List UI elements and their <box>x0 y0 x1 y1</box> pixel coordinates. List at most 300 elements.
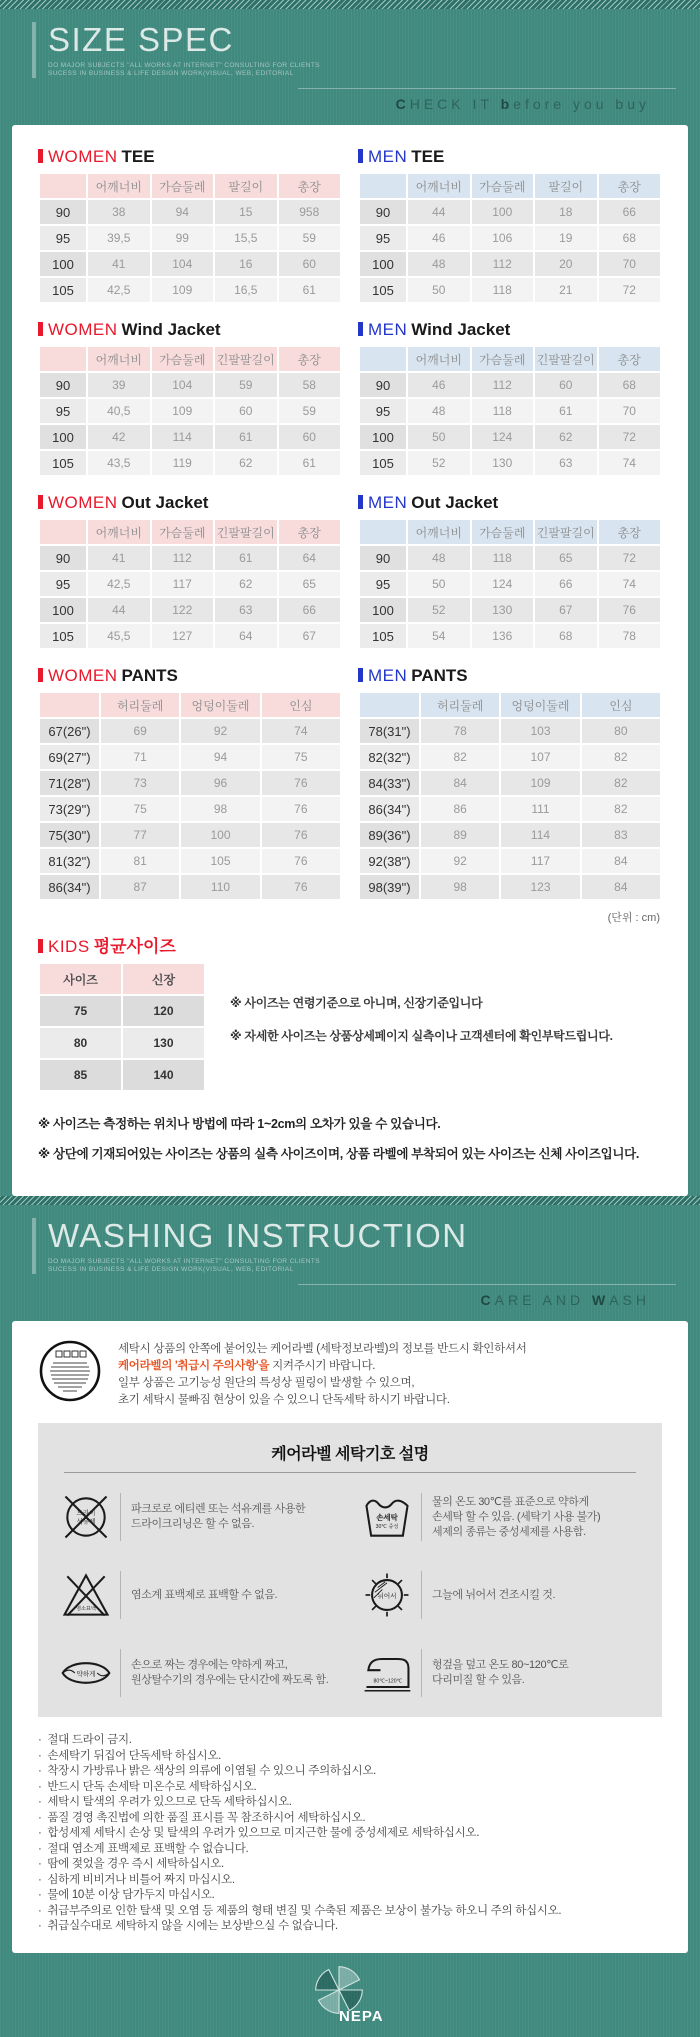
size-value: 61 <box>215 546 277 570</box>
washing-title: WASHING INSTRUCTION <box>48 1217 468 1254</box>
women-out-jacket-table <box>38 518 342 650</box>
size-value: 66 <box>599 200 661 224</box>
row-size-label: 92(38") <box>360 849 419 873</box>
size-value: 48 <box>408 252 470 276</box>
row-size-label: 81(32") <box>40 849 99 873</box>
row-size-label: 90 <box>360 200 406 224</box>
symbol-description: 헝겊을 덮고 온도 80~120℃로 다리미질 할 수 있음. <box>432 1659 569 1686</box>
title-bar <box>358 495 363 509</box>
size-value: 59 <box>279 226 341 250</box>
column-header: 어깨너비 <box>88 520 150 544</box>
kids-row <box>38 962 662 1092</box>
svg-text:약하게: 약하게 <box>76 1670 96 1678</box>
kids-label: KIDS <box>48 937 90 956</box>
size-value: 92 <box>181 719 259 743</box>
care-intro-line: 초기 세탁시 물빠짐 현상이 있을 수 있으니 단독세탁 하시기 바랍니다. <box>118 1394 450 1406</box>
size-value: 62 <box>215 451 277 475</box>
wash-note: · 합성세제 세탁시 손상 및 탈색의 우려가 있으므로 미지근한 물에 중성세제로 세탁하십시오. <box>38 1827 480 1839</box>
size-value: 63 <box>215 598 277 622</box>
table-row <box>40 546 340 570</box>
care-label-icon <box>38 1339 102 1408</box>
column-header: 사이즈 <box>40 964 121 994</box>
row-size-label: 90 <box>360 373 406 397</box>
wash-note: · 손세탁기 뒤집어 단독세탁 하십시오. <box>38 1749 222 1762</box>
banner-subtitle-line: SUCESS IN BUSINESS & LIFE DESIGN WORK(VISUAL, WEB, EDITORIAL <box>48 70 294 77</box>
size-value: 82 <box>421 745 499 769</box>
gender-label: MEN <box>368 320 408 339</box>
column-header: 긴팔팔길이 <box>215 347 277 371</box>
size-value: 109 <box>152 399 214 423</box>
size-value: 89 <box>421 823 499 847</box>
footer <box>0 1953 700 2037</box>
table-row <box>40 1028 204 1058</box>
symbol-divider <box>120 1571 121 1619</box>
header-row <box>40 520 340 544</box>
title-bar <box>358 322 363 336</box>
size-value: 50 <box>408 278 470 302</box>
size-value: 84 <box>421 771 499 795</box>
no-dry-clean-icon <box>58 1489 114 1545</box>
care-intro-line <box>118 1358 527 1375</box>
svg-text:손세탁: 손세탁 <box>376 1512 398 1522</box>
table-row <box>360 226 660 250</box>
table-row <box>360 598 660 622</box>
symbol-description: 물의 온도 30℃를 표준으로 약하게 손세탁 할 수 있음. (세탁기 사용 불가) 세제의 종류는 중성세제를 사용함. <box>432 1495 601 1538</box>
size-value: 84 <box>582 875 660 899</box>
size-value: 43,5 <box>88 451 150 475</box>
table-row <box>40 451 340 475</box>
gender-label: MEN <box>368 666 408 685</box>
symbol-description: 손으로 짜는 경우에는 약하게 짜고, 원상탈수기의 경우에는 단시간에 짜도록 함. <box>131 1659 329 1686</box>
men-out-jacket-title <box>358 493 662 513</box>
care-intro-text-tail: 지켜주시기 바랍니다. <box>269 1360 376 1372</box>
size-value: 98 <box>181 797 259 821</box>
size-value: 59 <box>215 373 277 397</box>
table-row <box>360 849 660 873</box>
row-size-label: 105 <box>40 624 86 648</box>
gender-label: WOMEN <box>48 493 118 512</box>
svg-text:30℃ 중성: 30℃ 중성 <box>375 1524 399 1531</box>
size-value: 15,5 <box>215 226 277 250</box>
column-header: 긴팔팔길이 <box>215 520 277 544</box>
size-value: 86 <box>421 797 499 821</box>
men-pants-title <box>358 666 662 686</box>
row-size-label: 105 <box>40 451 86 475</box>
size-value: 60 <box>279 425 341 449</box>
size-value: 54 <box>408 624 470 648</box>
column-header: 가슴둘레 <box>472 520 534 544</box>
care-symbol-item <box>58 1489 341 1545</box>
size-value: 117 <box>152 572 214 596</box>
size-value: 82 <box>582 745 660 769</box>
category-label: Out Jacket <box>121 493 209 512</box>
size-value: 77 <box>101 823 179 847</box>
women-tee-title <box>38 147 342 167</box>
size-value: 71 <box>101 745 179 769</box>
nepa-logo <box>305 1962 395 2028</box>
size-value: 40,5 <box>88 399 150 423</box>
kids-value: 85 <box>40 1060 121 1090</box>
symbol-description: 그늘에 뉘어서 건조시킬 것. <box>432 1588 556 1601</box>
size-value: 94 <box>152 200 214 224</box>
column-header: 어깨너비 <box>88 347 150 371</box>
corner-cell <box>360 693 419 717</box>
women-out-jacket-title <box>38 493 342 513</box>
size-value: 61 <box>279 278 341 302</box>
size-value: 41 <box>88 546 150 570</box>
care-symbol-item <box>359 1567 642 1623</box>
column-header: 허리둘레 <box>101 693 179 717</box>
size-value: 42,5 <box>88 572 150 596</box>
size-value: 68 <box>599 226 661 250</box>
row-size-label: 90 <box>40 373 86 397</box>
table-row <box>360 745 660 769</box>
table-row <box>360 572 660 596</box>
size-value: 106 <box>472 226 534 250</box>
hand-wash-30-icon <box>359 1489 415 1545</box>
size-value: 44 <box>88 598 150 622</box>
table-row <box>40 771 340 795</box>
table-row <box>40 598 340 622</box>
gender-label: WOMEN <box>48 320 118 339</box>
header-row <box>40 174 340 198</box>
tagline-text: efore you buy <box>513 96 650 112</box>
tagline-initial: b <box>500 96 514 112</box>
size-value: 50 <box>408 425 470 449</box>
tagline-initial: W <box>591 1292 610 1308</box>
wash-note: · 품질 경영 촉진법에 의한 품질 표시를 꼭 참조하시어 세탁하십시오. <box>38 1811 366 1824</box>
size-value: 100 <box>181 823 259 847</box>
size-value: 16,5 <box>215 278 277 302</box>
row-size-label: 73(29") <box>40 797 99 821</box>
size-value: 61 <box>535 399 597 423</box>
size-value: 48 <box>408 399 470 423</box>
size-spec-banner <box>0 9 700 125</box>
size-value: 82 <box>582 797 660 821</box>
size-value: 124 <box>472 572 534 596</box>
women-pants-block <box>38 666 342 901</box>
care-symbols-box <box>38 1423 662 1717</box>
kids-value: 120 <box>123 996 204 1026</box>
table-row <box>40 226 340 250</box>
column-header: 엉덩이둘레 <box>181 693 259 717</box>
size-value: 72 <box>599 425 661 449</box>
column-header: 인심 <box>262 693 340 717</box>
women-tee-table <box>38 172 342 304</box>
size-footnote: ※ 사이즈는 측정하는 위치나 방법에 따라 1~2cm의 오차가 있을 수 있습니다. <box>38 1117 441 1131</box>
row-size-label: 105 <box>40 278 86 302</box>
iron-80-120-icon <box>359 1645 415 1701</box>
column-header: 가슴둘레 <box>152 174 214 198</box>
size-value: 74 <box>599 451 661 475</box>
kids-note: ※ 자세한 사이즈는 상품상세페이지 실측이나 고객센터에 확인부탁드립니다. <box>230 1029 613 1043</box>
column-header: 총장 <box>279 520 341 544</box>
men-pants-block <box>358 666 662 901</box>
symbol-divider <box>421 1649 422 1697</box>
column-header: 가슴둘레 <box>472 174 534 198</box>
gender-label: MEN <box>368 147 408 166</box>
row-size-label: 69(27") <box>40 745 99 769</box>
row-size-label: 100 <box>360 425 406 449</box>
tagline-text: HECK IT <box>409 96 501 112</box>
men-wind-jacket-table <box>358 345 662 477</box>
size-value: 39,5 <box>88 226 150 250</box>
table-row <box>40 875 340 899</box>
category-label: TEE <box>411 147 445 166</box>
size-value: 103 <box>501 719 579 743</box>
care-symbol-item <box>359 1645 642 1701</box>
row-size-label: 84(33") <box>360 771 419 795</box>
banner-subtitle-line: DO MAJOR SUBJECTS "ALL WORKS AT INTERNET" CONSULTING FOR CLIENTS <box>48 62 320 69</box>
table-row <box>40 996 204 1026</box>
women-wind-jacket-title <box>38 320 342 340</box>
banner-accent-bar <box>32 22 36 78</box>
kids-title <box>38 937 662 957</box>
size-value: 114 <box>501 823 579 847</box>
size-value: 70 <box>599 252 661 276</box>
size-value: 63 <box>535 451 597 475</box>
women-out-jacket-block <box>38 493 342 650</box>
size-value: 39 <box>88 373 150 397</box>
table-row <box>40 572 340 596</box>
size-value: 78 <box>599 624 661 648</box>
table-row <box>360 252 660 276</box>
size-value: 68 <box>599 373 661 397</box>
table-row <box>40 823 340 847</box>
table-row <box>40 278 340 302</box>
header-row <box>360 520 660 544</box>
table-row <box>360 373 660 397</box>
category-label: PANTS <box>411 666 468 685</box>
size-value: 111 <box>501 797 579 821</box>
row-size-label: 67(26") <box>40 719 99 743</box>
size-value: 112 <box>472 373 534 397</box>
care-intro-line: 일부 상품은 고기능성 원단의 특성상 필링이 발생할 수 있으며, <box>118 1377 415 1389</box>
size-value: 122 <box>152 598 214 622</box>
table-row <box>360 797 660 821</box>
banner-subtitle <box>48 62 676 78</box>
column-header: 엉덩이둘레 <box>501 693 579 717</box>
row-size-label: 100 <box>40 252 86 276</box>
no-bleach-icon <box>58 1567 114 1623</box>
size-value: 62 <box>535 425 597 449</box>
care-symbols-grid <box>58 1489 642 1701</box>
corner-cell <box>40 520 86 544</box>
size-value: 44 <box>408 200 470 224</box>
size-value: 105 <box>181 849 259 873</box>
banner-accent-bar <box>32 1218 36 1274</box>
size-value: 18 <box>535 200 597 224</box>
row-size-label: 100 <box>360 252 406 276</box>
wash-notes-list <box>38 1733 662 1935</box>
column-header: 어깨너비 <box>408 347 470 371</box>
size-value: 76 <box>262 849 340 873</box>
women-pants-table <box>38 691 342 901</box>
size-value: 67 <box>535 598 597 622</box>
row-size-label: 95 <box>40 572 86 596</box>
svg-text:염소표백: 염소표백 <box>76 1605 96 1612</box>
care-symbol-item <box>359 1489 642 1545</box>
row-size-label: 100 <box>360 598 406 622</box>
size-value: 81 <box>101 849 179 873</box>
size-value: 75 <box>101 797 179 821</box>
men-out-jacket-table <box>358 518 662 650</box>
table-row <box>40 797 340 821</box>
row-size-label: 98(39") <box>360 875 419 899</box>
size-value: 76 <box>599 598 661 622</box>
svg-text:80℃~120℃: 80℃~120℃ <box>373 1678 403 1685</box>
size-value: 130 <box>472 598 534 622</box>
women-pants-title <box>38 666 342 686</box>
column-header: 팔길이 <box>535 174 597 198</box>
wash-note: · 반드시 단독 손세탁 미온수로 세탁하십시오. <box>38 1780 257 1793</box>
size-value: 99 <box>152 226 214 250</box>
weak-wring-icon <box>58 1645 114 1701</box>
svg-text:뉘어서: 뉘어서 <box>377 1592 397 1600</box>
category-label: TEE <box>121 147 155 166</box>
men-tee-title <box>358 147 662 167</box>
size-value: 64 <box>215 624 277 648</box>
kids-section <box>38 937 662 1092</box>
size-value: 84 <box>582 849 660 873</box>
table-row <box>360 451 660 475</box>
column-header: 총장 <box>279 347 341 371</box>
row-size-label: 105 <box>360 278 406 302</box>
size-value: 104 <box>152 373 214 397</box>
column-header: 인심 <box>582 693 660 717</box>
wash-note: · 취급실수대로 세탁하지 않을 시에는 보상받으실 수 없습니다. <box>38 1920 338 1932</box>
size-value: 92 <box>421 849 499 873</box>
table-row <box>360 200 660 224</box>
women-wind-jacket-block <box>38 320 342 477</box>
table-row <box>40 425 340 449</box>
size-value: 76 <box>262 771 340 795</box>
size-value: 104 <box>152 252 214 276</box>
symbol-divider <box>421 1493 422 1541</box>
size-value: 58 <box>279 373 341 397</box>
wash-note: · 세탁시 탈색의 우려가 있으므로 단독 세탁하십시오. <box>38 1796 292 1808</box>
decorative-stripe-washing <box>0 1196 700 1205</box>
column-header: 어깨너비 <box>408 520 470 544</box>
column-header: 가슴둘레 <box>152 520 214 544</box>
gender-label: WOMEN <box>48 147 118 166</box>
size-tables-grid <box>38 147 662 901</box>
wash-note: · 심하게 비비거나 비틀어 짜지 마십시오. <box>38 1873 235 1886</box>
care-intro-line: 세탁시 상품의 안쪽에 붙어있는 케어라벨 (세탁정보라벨)의 정보를 반드시 확인하셔서 <box>118 1343 527 1355</box>
row-size-label: 75(30") <box>40 823 99 847</box>
table-row <box>40 1060 204 1090</box>
title-bar <box>38 149 43 163</box>
size-value: 82 <box>582 771 660 795</box>
table-row <box>360 278 660 302</box>
brand-name: NEPA <box>339 2007 384 2025</box>
size-value: 123 <box>501 875 579 899</box>
column-header: 어깨너비 <box>88 174 150 198</box>
wash-note: · 땀에 젖었을 경우 즉시 세탁하십시오. <box>38 1858 224 1870</box>
size-value: 114 <box>152 425 214 449</box>
row-size-label: 95 <box>40 399 86 423</box>
size-value: 110 <box>181 875 259 899</box>
title-bar <box>38 939 43 953</box>
tagline-text: ARE AND <box>494 1292 592 1308</box>
column-header: 팔길이 <box>215 174 277 198</box>
size-value: 62 <box>215 572 277 596</box>
symbol-divider <box>120 1493 121 1541</box>
banner-subtitle-line: SUCESS IN BUSINESS & LIFE DESIGN WORK(VISUAL, WEB, EDITORIAL <box>48 1266 294 1273</box>
size-value: 83 <box>582 823 660 847</box>
size-value: 94 <box>181 745 259 769</box>
column-header: 어깨너비 <box>408 174 470 198</box>
size-value: 98 <box>421 875 499 899</box>
shade-dry-icon <box>359 1567 415 1623</box>
women-wind-jacket-table <box>38 345 342 477</box>
kids-value: 80 <box>40 1028 121 1058</box>
row-size-label: 95 <box>40 226 86 250</box>
size-value: 42 <box>88 425 150 449</box>
size-value: 66 <box>535 572 597 596</box>
size-value: 72 <box>599 278 661 302</box>
gender-label: WOMEN <box>48 666 118 685</box>
size-value: 109 <box>152 278 214 302</box>
care-symbol-item <box>58 1567 341 1623</box>
table-row <box>40 200 340 224</box>
size-value: 112 <box>152 546 214 570</box>
size-value: 87 <box>101 875 179 899</box>
size-value: 76 <box>262 875 340 899</box>
unit-note: (단위 : cm) <box>607 912 660 924</box>
title-bar <box>38 322 43 336</box>
size-value: 50 <box>408 572 470 596</box>
size-value: 74 <box>599 572 661 596</box>
size-value: 16 <box>215 252 277 276</box>
header-row <box>40 693 340 717</box>
table-row <box>360 624 660 648</box>
washing-banner <box>0 1205 700 1321</box>
header-row <box>360 347 660 371</box>
row-size-label: 95 <box>360 226 406 250</box>
svg-text:석유계: 석유계 <box>76 1518 96 1526</box>
row-size-label: 86(34") <box>40 875 99 899</box>
row-size-label: 90 <box>40 546 86 570</box>
size-value: 19 <box>535 226 597 250</box>
size-value: 42,5 <box>88 278 150 302</box>
care-warning-highlight: 케어라벨의 '취급시 주의사항'을 <box>118 1360 270 1372</box>
svg-text:드라이: 드라이 <box>76 1510 96 1518</box>
table-row <box>360 425 660 449</box>
size-value: 75 <box>262 745 340 769</box>
column-header: 총장 <box>599 347 661 371</box>
size-value: 69 <box>101 719 179 743</box>
corner-cell <box>360 347 406 371</box>
header-row <box>360 693 660 717</box>
size-value: 59 <box>279 399 341 423</box>
decorative-stripe-top <box>0 0 700 9</box>
size-value: 118 <box>472 278 534 302</box>
size-spec-title: SIZE SPEC <box>48 21 234 58</box>
header-row <box>40 964 204 994</box>
size-value: 61 <box>279 451 341 475</box>
table-row <box>40 373 340 397</box>
size-value: 67 <box>279 624 341 648</box>
washing-panel <box>12 1321 688 1953</box>
category-label: PANTS <box>121 666 178 685</box>
size-value: 112 <box>472 252 534 276</box>
size-value: 65 <box>535 546 597 570</box>
size-value: 72 <box>599 546 661 570</box>
size-value: 958 <box>279 200 341 224</box>
row-size-label: 95 <box>360 399 406 423</box>
symbol-divider <box>120 1649 121 1697</box>
